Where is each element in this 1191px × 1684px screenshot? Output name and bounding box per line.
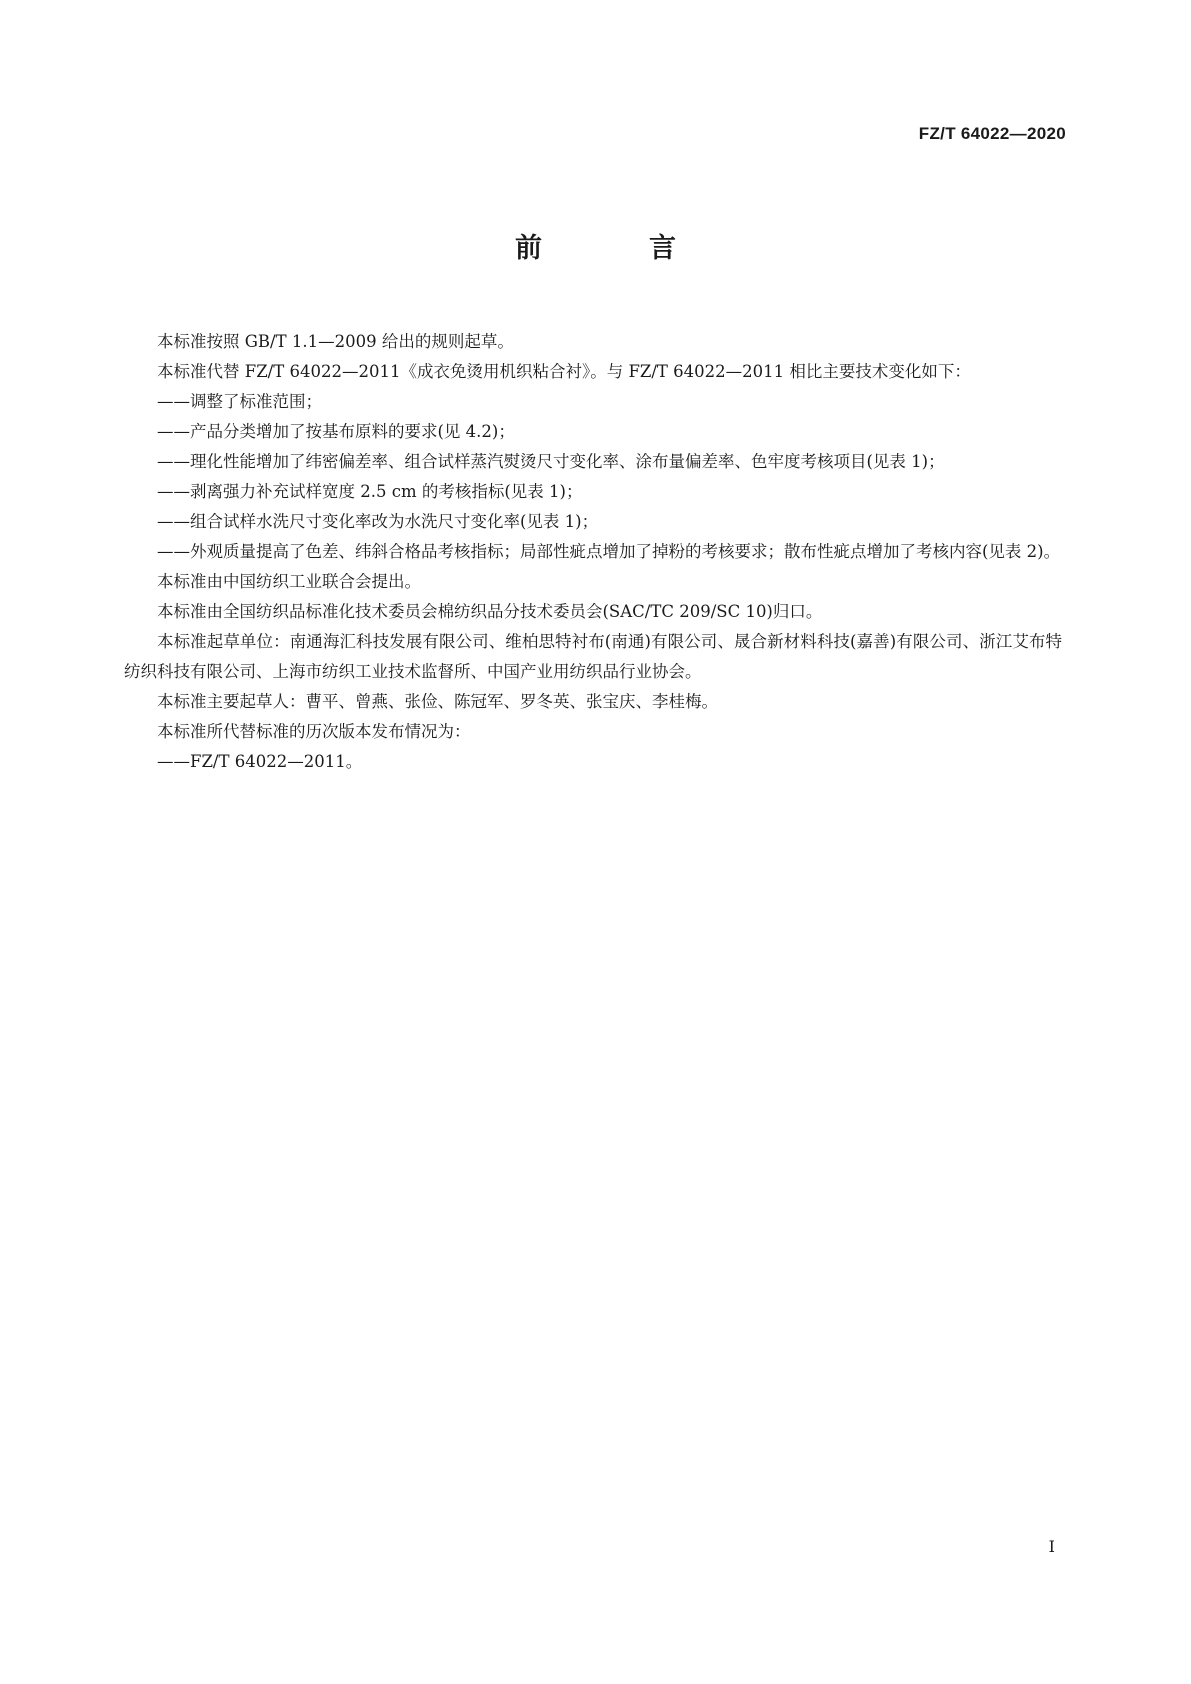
change-item: ——产品分类增加了按基布原料的要求(见 4.2)； <box>157 422 515 441</box>
change-item: ——理化性能增加了纬密偏差率、组合试样蒸汽熨烫尺寸变化率、涂布量偏差率、色牢度考核项目(见表 1)； <box>157 452 945 471</box>
page-number: I <box>1048 1537 1055 1556</box>
drafting-units-paragraph: 本标准起草单位：南通海汇科技发展有限公司、维柏思特衬布(南通)有限公司、晟合新材料科技(嘉善)有限公司、浙江艾布特纺织科技有限公司、上海市纺织工业技术监督所、中国产业用纺织品行业协会。 <box>124 632 1062 681</box>
change-item: ——组合试样水洗尺寸变化率改为水洗尺寸变化率(见表 1)； <box>157 512 599 531</box>
history-item: ——FZ/T 64022—2011。 <box>157 752 363 771</box>
proposed-by-paragraph: 本标准由中国纺织工业联合会提出。 <box>157 572 421 591</box>
change-item: ——剥离强力补充试样宽度 2.5 cm 的考核指标(见表 1)； <box>157 482 583 501</box>
history-intro-paragraph: 本标准所代替标准的历次版本发布情况为： <box>157 722 471 741</box>
replacement-paragraph: 本标准代替 FZ/T 64022—2011《成衣免烫用机织粘合衬》。与 FZ/T 64022—2011 相比主要技术变化如下： <box>157 362 971 381</box>
foreword-body <box>124 327 1062 777</box>
change-item: ——调整了标准范围； <box>157 392 322 411</box>
managed-by-paragraph: 本标准由全国纺织品标准化技术委员会棉纺织品分技术委员会(SAC/TC 209/SC 10)归口。 <box>157 602 823 621</box>
change-item: ——外观质量提高了色差、纬斜合格品考核指标；局部性疵点增加了掉粉的考核要求；散布性疵点增加了考核内容(见表 2)。 <box>157 542 1061 561</box>
page-title: 前 言 <box>515 233 716 264</box>
drafters-paragraph: 本标准主要起草人：曹平、曾燕、张俭、陈冠军、罗冬英、张宝庆、李桂梅。 <box>157 692 718 711</box>
standard-code: FZ/T 64022—2020 <box>918 124 1066 143</box>
drafting-rule-paragraph: 本标准按照 GB/T 1.1—2009 给出的规则起草。 <box>157 332 514 351</box>
